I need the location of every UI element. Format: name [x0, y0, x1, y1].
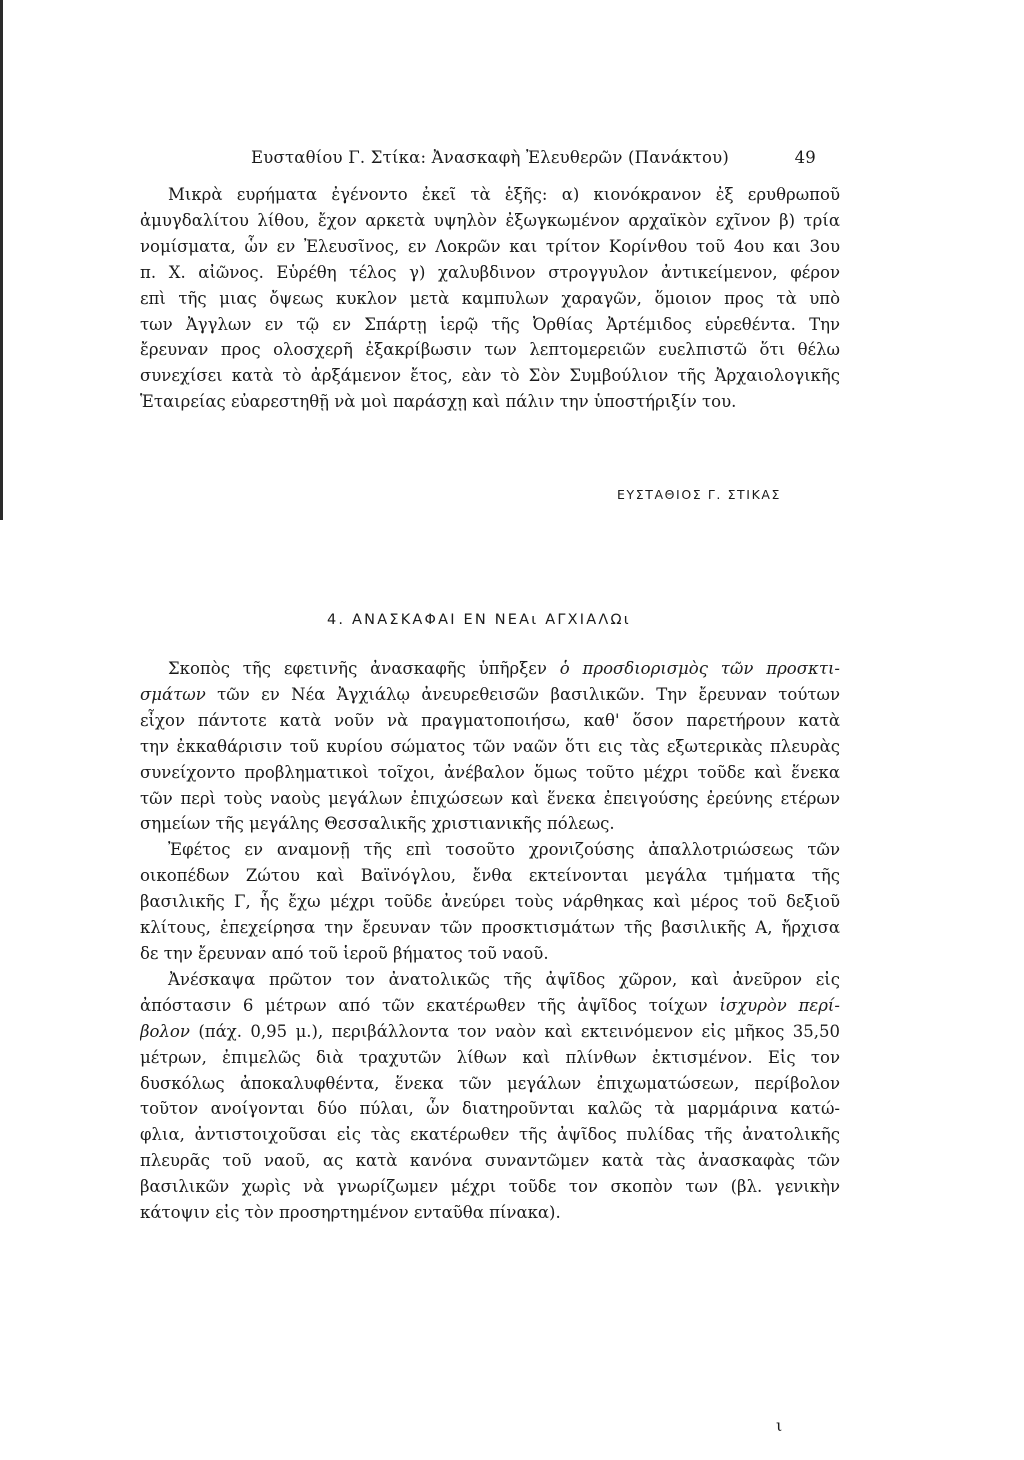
text-line: τοῦτον ανοίγονται δύο πύλαι, ὧν διατηροῦνται καλῶς τὰ μαρμάρινα κατώ- [140, 1099, 840, 1119]
italic-phrase: βολον [140, 1021, 190, 1041]
text-line [140, 656, 840, 682]
text-run: (πάχ. 0,95 μ.), περιβάλλοντα τον ναὸν καὶ εκτεινόμενον εἰς μῆκος 35,50 [189, 1021, 840, 1041]
text-line: των Ἀγγλων εν τῷ εν Σπάρτῃ ἱερῷ τῆς Ὀρθίας Ἀρτέμιδος εὑρεθέντα. Την [140, 314, 840, 334]
text-line: πλευρᾶς τοῦ ναοῦ, ας κατὰ κανόνα συναντῶμεν κατὰ τὰς ἀνασκαφὰς τῶν [140, 1151, 840, 1171]
text-line: κάτοψιν εἰς τὸν προσηρτημένον ενταῦθα πίνακα). [140, 1203, 561, 1223]
text-line: δε την ἔρευναν από τοῦ ἱεροῦ βήματος τοῦ ναοῦ. [140, 943, 549, 963]
running-title: Ευσταθίου Γ. Στίκα: Ἀνασκαφὴ Ἐλευθερῶν (Πανάκτου) [251, 148, 729, 167]
text-line: Μικρὰ ευρήματα ἐγένοντο ἐκεῖ τὰ ἑξῆς: α) κιονόκρανον ἐξ ερυθρωποῦ [168, 185, 840, 204]
text-line: οικοπέδων Ζώτου καὶ Βαϊνόγλου, ἔνθα εκτείνονται μεγάλα τμήματα τῆς [140, 866, 840, 886]
text-line [140, 682, 840, 708]
text-line: Ἐφέτος εν αναμονῇ τῆς επὶ τοσοῦτο χρονιζούσης ἀπαλλοτριώσεως τῶν [168, 840, 840, 860]
intro-paragraph [140, 182, 840, 415]
text-line: την ἐκκαθάρισιν τοῦ κυρίου σώματος τῶν ναῶν ὅτι εις τὰς εξωτερικὰς πλευρὰς [140, 736, 840, 756]
running-header [251, 146, 816, 170]
text-line: εἶχον πάντοτε κατὰ νοῦν νὰ πραγματοποιήσω, καθ' ὅσον παρετήρουν κατὰ [140, 710, 840, 730]
text-line: συνείχοντο προβληματικοὶ τοῖχοι, ἀνέβαλον ὅμως τοῦτο μέχρι τοῦδε καὶ ἕνεκα [140, 762, 840, 782]
section-heading: 4. ΑΝΑΣΚΑΦΑΙ ΕΝ ΝΕΑι ΑΓΧΙΑΛΩι [327, 612, 631, 628]
text-line: βασιλικῶν χωρὶς νὰ γνωρίζωμεν μέχρι τοῦδε τον σκοπὸν των (βλ. γενικὴν [140, 1177, 840, 1197]
text-line: νομίσματα, ὧν εν Ἐλευσῖνος, εν Λοκρῶν και τρίτον Κορίνθου τοῦ 4ου και 3ου [140, 236, 840, 256]
text-line [140, 993, 840, 1019]
italic-phrase: σμάτων [140, 684, 206, 704]
author-signature: ΕΥΣΤΑΘΙΟΣ Γ. ΣΤΙΚΑΣ [617, 487, 782, 502]
section-body [140, 656, 840, 1226]
text-line: ἀμυγδαλίτου λίθου, ἔχον αρκετὰ υψηλὸν ἐξωγκωμένον αρχαϊκὸν εχῖνον β) τρία [140, 210, 840, 230]
scan-page-edge [0, 0, 3, 520]
text-line: σημείων τῆς μεγάλης Θεσσαλικῆς χριστιανικῆς πόλεως. [140, 814, 615, 834]
text-line: βασιλικῆς Γ, ἧς ἔχω μέχρι τοῦδε ἀνεύρει τοὺς νάρθηκας καὶ μέρος τοῦ δεξιοῦ [140, 892, 840, 912]
text-line: φλια, ἀντιστοιχοῦσαι εἰς τὰς εκατέρωθεν τῆς ἀψῖδος πυλίδας τῆς ἀνατολικῆς [140, 1125, 840, 1145]
text-line: Ἀνέσκαψα πρῶτον τον ἀνατολικῶς τῆς ἀψῖδος χῶρον, καὶ ἀνεῦρον εἰς [168, 969, 840, 989]
text-line: δυσκόλως ἀποκαλυφθέντα, ἕνεκα τῶν μεγάλων ἐπιχωματώσεων, περίβολον [140, 1073, 840, 1093]
text-line [140, 1019, 840, 1045]
italic-phrase: ὁ προσδιορισμὸς τῶν προσκτι- [559, 659, 840, 678]
text-line: π. Χ. αἰῶνος. Εὑρέθη τέλος γ) χαλυβδινον στρογγυλον ἀντικείμενον, φέρον [140, 262, 840, 282]
italic-phrase: ἰσχυρὸν περί- [719, 995, 840, 1015]
text-line: μέτρων, ἐπιμελῶς διὰ τραχυτῶν λίθων καὶ πλίνθων ἐκτισμένον. Εἰς τον [140, 1047, 840, 1067]
text-line: κλίτους, ἐπεχείρησα την ἔρευναν τῶν προσκτισμάτων τῆς βασιλικῆς Α, ἤρχισα [140, 918, 840, 938]
text-line: ἔρευναν προς ολοσχερῆ ἐξακρίβωσιν των λεπτομερειῶν ευελπιστῶ ὅτι θέλω [140, 340, 840, 360]
page-number: 49 [794, 148, 816, 167]
text-line: τῶν περὶ τοὺς ναοὺς μεγάλων ἐπιχώσεων καὶ ἕνεκα ἐπειγούσης ἐρεύνης ετέρων [140, 788, 840, 808]
text-line: συνεχίσει κατὰ τὸ ἀρξάμενον ἔτος, εὰν τὸ Σὸν Συμβούλιον τῆς Ἀρχαιολογικῆς [140, 366, 840, 386]
text-run: τῶν εν Νέα Ἀγχιάλῳ ἀνευρεθεισῶν βασιλικῶν. Την ἔρευναν τούτων [205, 684, 840, 704]
text-run: ἀπόστασιν 6 μέτρων από τῶν εκατέρωθεν τῆς ἀψῖδος τοίχων [140, 995, 720, 1015]
text-line: επὶ τῆς μιας ὄψεως κυκλον μετὰ καμπυλων χαραγῶν, ὅμοιον προς τὰ υπὸ [140, 288, 840, 308]
stray-mark: ι [776, 1416, 783, 1435]
text-line: Ἑταιρείας εὐαρεστηθῇ νὰ μοὶ παράσχῃ καὶ πάλιν την ὑποστήριξίν του. [140, 392, 737, 412]
text-run: Σκοπὸς τῆς εφετινῆς ἀνασκαφῆς ὑπῆρξεν [168, 659, 560, 678]
